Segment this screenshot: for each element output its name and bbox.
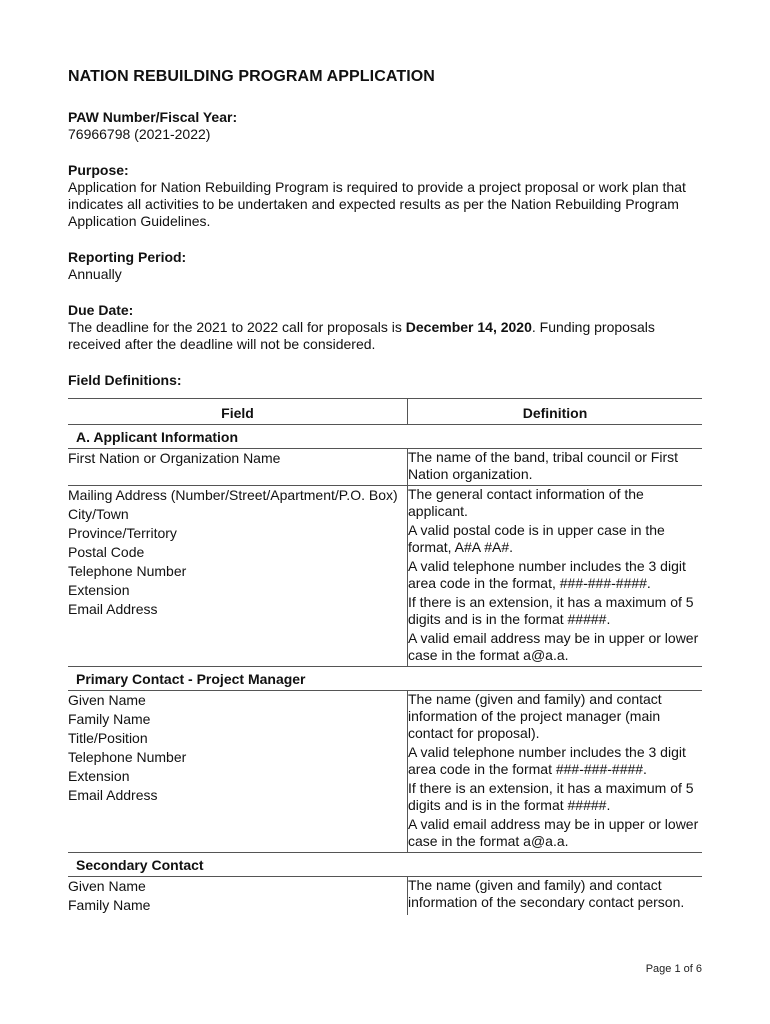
definition-cell [408, 486, 703, 667]
definition-text: The name of the band, tribal council or First Nation organization. [408, 449, 679, 482]
field-cell [68, 449, 408, 486]
definition-text: A valid telephone number includes the 3 digit area code in the format, ###-###-####. [408, 558, 686, 591]
field-name: Telephone Number [68, 563, 187, 579]
definition-cell [408, 449, 703, 486]
field-name: Province/Territory [68, 525, 177, 541]
field-cell [68, 691, 408, 853]
reporting-value: Annually [68, 266, 122, 282]
page-number: Page 1 of 6 [645, 963, 702, 975]
definition-text: If there is an extension, it has a maximum of 5 digits and is in the format #####. [408, 594, 694, 627]
definition-text: A valid postal code is in upper case in the format, A#A #A#. [408, 522, 665, 555]
field-name: Extension [68, 582, 130, 598]
field-definitions-label: Field Definitions: [68, 372, 182, 388]
due-section [68, 302, 702, 353]
reporting-section [68, 249, 702, 283]
purpose-label: Purpose: [68, 162, 129, 178]
definition-text: The general contact information of the applicant. [408, 486, 644, 519]
section-heading: Primary Contact - Project Manager [68, 667, 702, 691]
due-date-value: December 14, 2020 [405, 319, 532, 335]
section-heading-row [68, 853, 702, 877]
paw-section [68, 109, 702, 143]
paw-label: PAW Number/Fiscal Year: [68, 109, 238, 125]
purpose-text: Application for Nation Rebuilding Program is required to provide a project proposal or work plan that indicates all activities to be undertaken and expected results as per the Nation Rebuilding Program Application Guidelines. [68, 179, 686, 229]
field-name: Postal Code [68, 544, 145, 560]
field-name: Family Name [68, 897, 151, 913]
due-text [68, 319, 702, 353]
header-definition: Definition [408, 399, 703, 425]
field-definitions-table [68, 398, 702, 915]
section-heading-row [68, 425, 702, 449]
field-cell [68, 877, 408, 916]
reporting-label: Reporting Period: [68, 249, 187, 265]
purpose-section [68, 162, 702, 230]
definition-text: A valid telephone number includes the 3 digit area code in the format ###-###-####. [408, 744, 686, 777]
table-row [68, 486, 702, 667]
definition-text: The name (given and family) and contact information of the project manager (main contact for proposal). [408, 691, 662, 741]
table-row [68, 691, 702, 853]
table-row [68, 449, 702, 486]
field-name: Mailing Address (Number/Street/Apartment/P.O. Box) [68, 487, 398, 503]
due-text-before: The deadline for the 2021 to 2022 call for proposals is [68, 319, 406, 335]
section-heading: Secondary Contact [68, 853, 702, 877]
definition-cell [408, 877, 703, 916]
definition-text: A valid email address may be in upper or lower case in the format a@a.a. [408, 816, 699, 849]
field-name: Email Address [68, 787, 158, 803]
table-header-row [68, 399, 702, 425]
table-row [68, 877, 702, 916]
document-page [68, 68, 702, 915]
due-text-after: . Funding proposals received after the deadline will not be considered. [68, 319, 655, 352]
definition-text: A valid email address may be in upper or lower case in the format a@a.a. [408, 630, 699, 663]
field-name: Given Name [68, 692, 146, 708]
definition-text: If there is an extension, it has a maximum of 5 digits and is in the format #####. [408, 780, 694, 813]
field-name: Given Name [68, 878, 146, 894]
field-cell [68, 486, 408, 667]
field-name: Telephone Number [68, 749, 187, 765]
paw-value: 76966798 (2021-2022) [68, 126, 211, 142]
document-title: NATION REBUILDING PROGRAM APPLICATION [68, 68, 435, 85]
definition-cell [408, 691, 703, 853]
definition-text: The name (given and family) and contact information of the secondary contact person. [408, 877, 685, 910]
due-label: Due Date: [68, 302, 134, 318]
field-name: Email Address [68, 601, 158, 617]
header-field: Field [68, 399, 408, 425]
field-name: Title/Position [68, 730, 148, 746]
section-heading-row [68, 667, 702, 691]
field-name: Family Name [68, 711, 151, 727]
field-name: Extension [68, 768, 130, 784]
table-body [68, 425, 702, 916]
section-heading: A. Applicant Information [68, 425, 702, 449]
field-name: First Nation or Organization Name [68, 450, 281, 466]
field-name: City/Town [68, 506, 129, 522]
